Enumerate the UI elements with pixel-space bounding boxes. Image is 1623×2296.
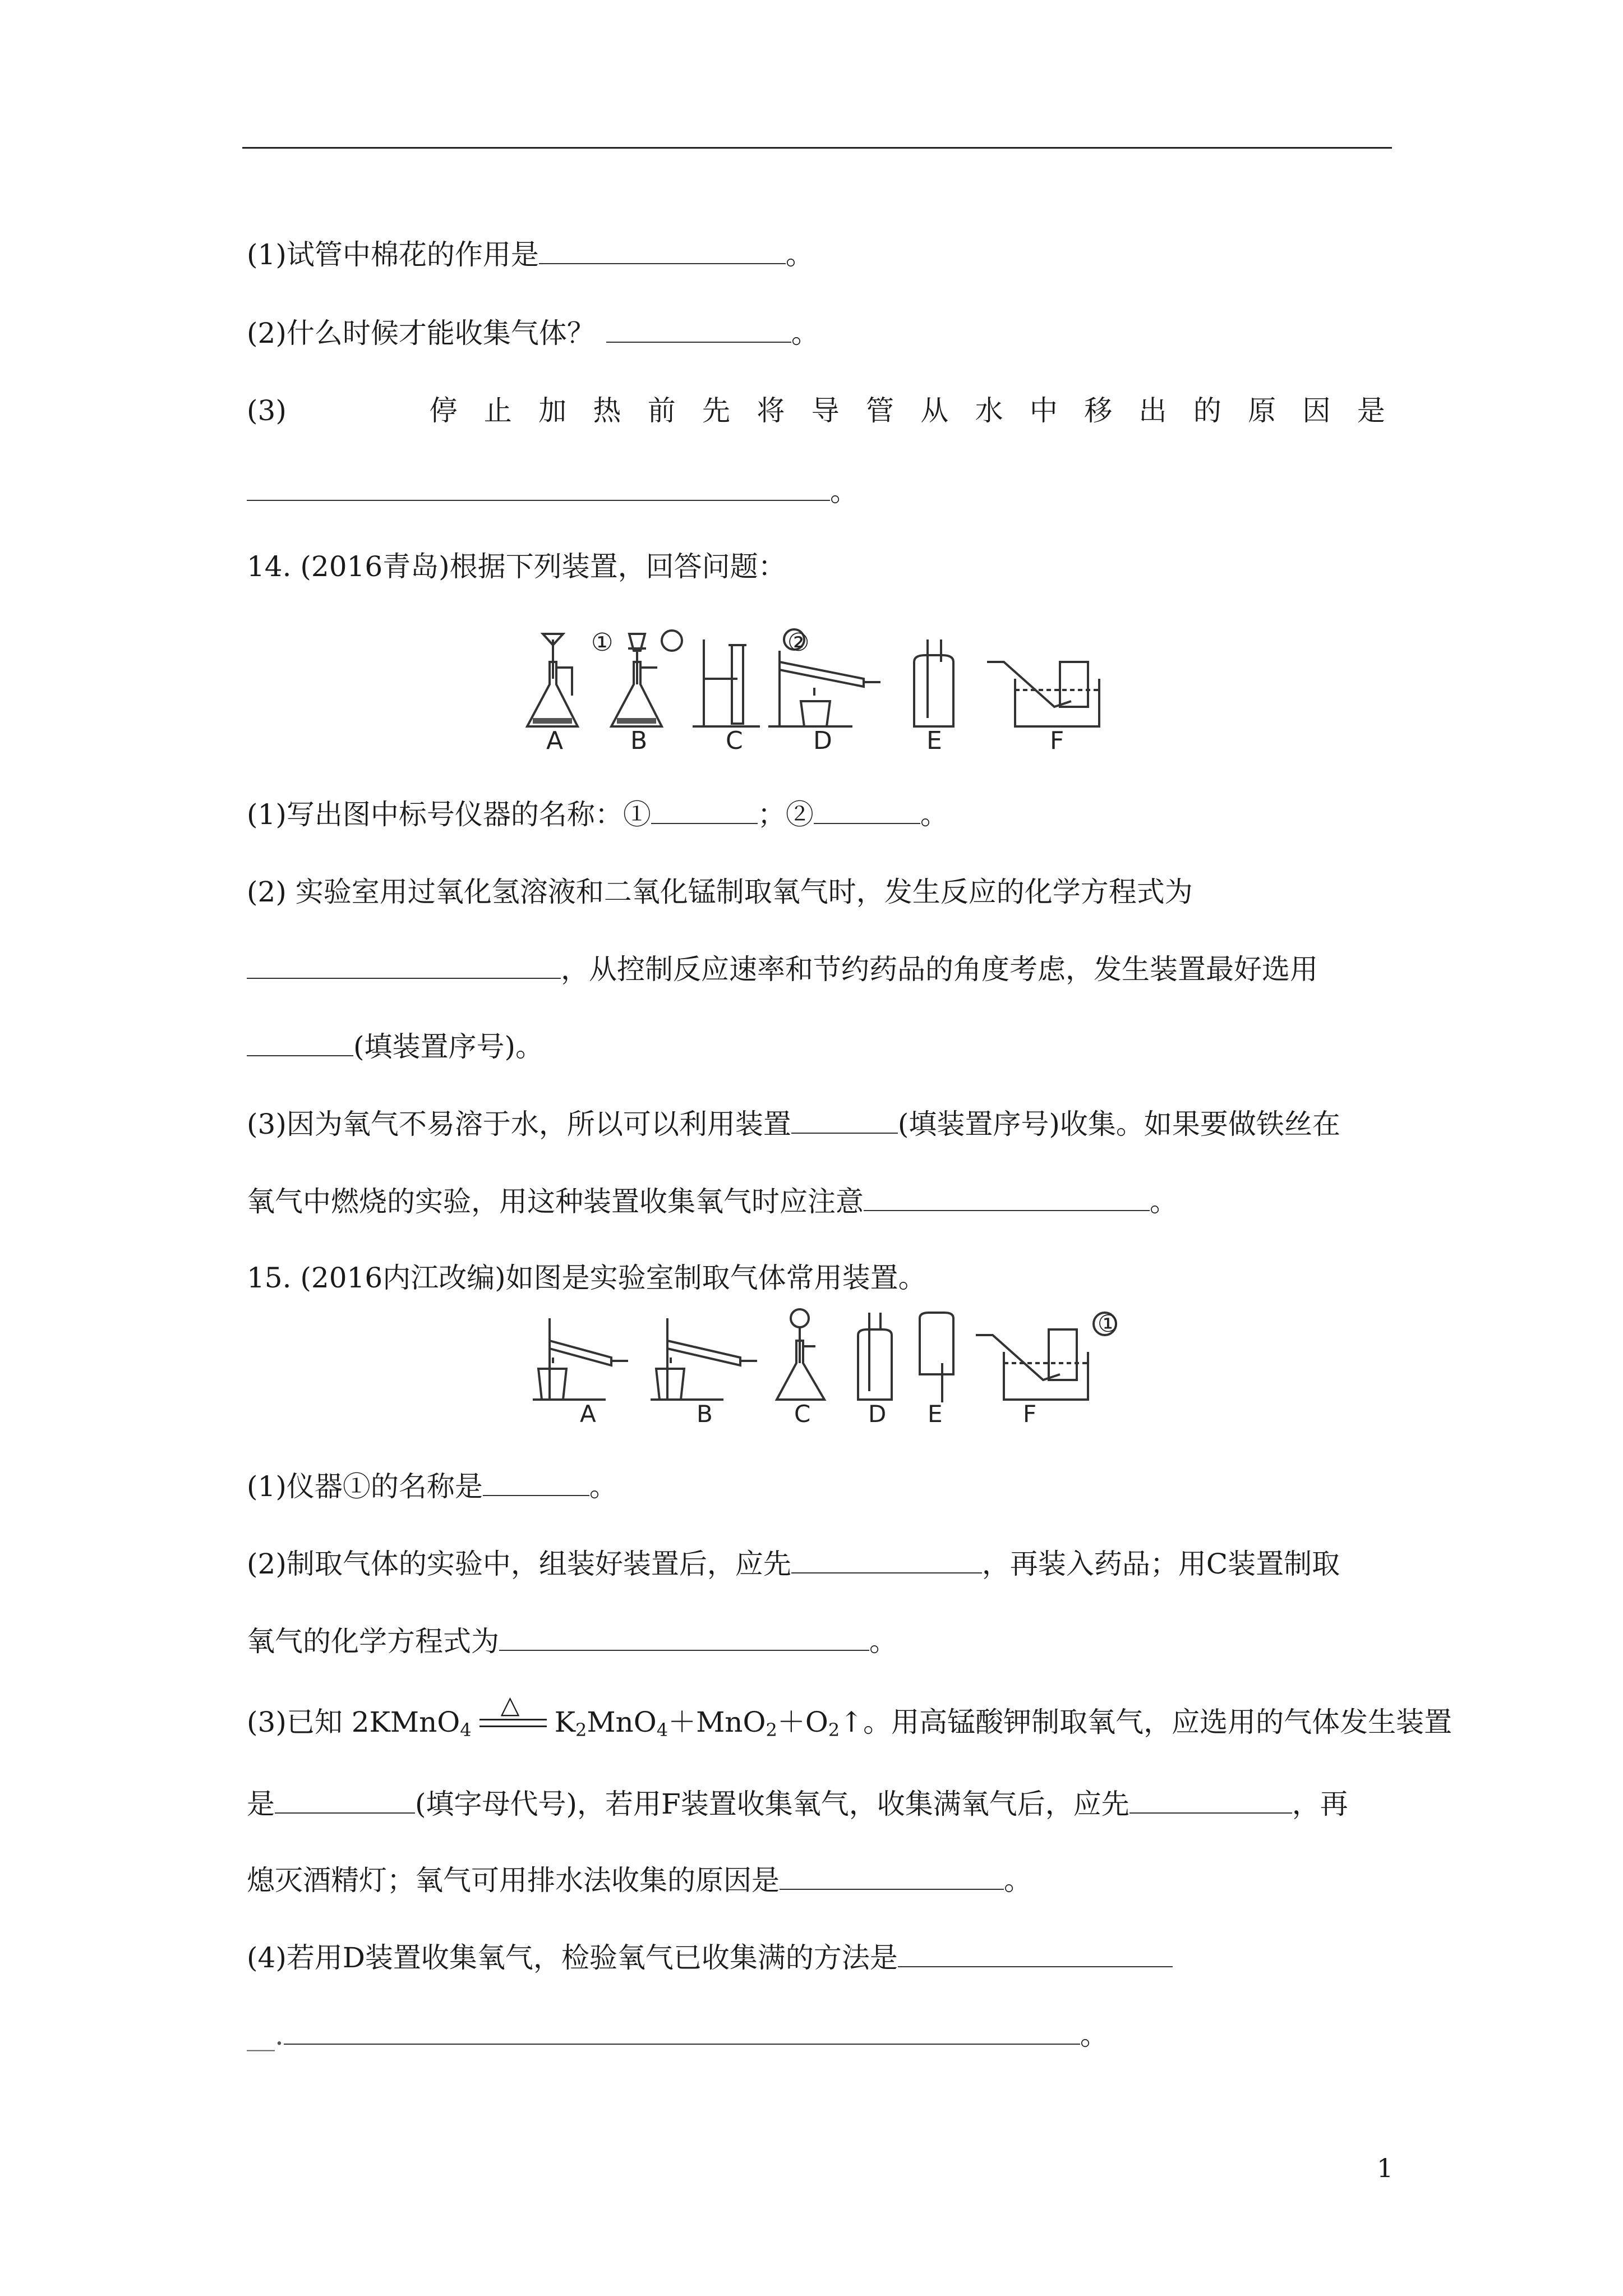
apparatus-c xyxy=(777,1309,824,1400)
apparatus-d xyxy=(858,1313,892,1400)
answer-blank[interactable] xyxy=(1129,1788,1292,1814)
apparatus-d xyxy=(768,629,880,726)
answer-blank[interactable] xyxy=(791,1548,982,1573)
figure-label: A xyxy=(546,726,564,752)
figure-label: B xyxy=(630,726,648,752)
equals-bar-top xyxy=(479,1719,547,1720)
apparatus-f xyxy=(987,662,1099,726)
answer-blank[interactable] xyxy=(499,1625,869,1651)
figure-label: D xyxy=(813,726,832,752)
q14-sub2-line2: ，从控制反应速率和节约药品的角度考虑，发生装置最好选用 xyxy=(247,953,1318,986)
q13-sub1: (1)试管中棉花的作用是 。 xyxy=(247,238,814,271)
q15-sub1: (1)仪器①的名称是 。 xyxy=(247,1470,617,1503)
apparatus-b xyxy=(651,1318,757,1400)
answer-blank[interactable] xyxy=(275,1788,415,1814)
q14-sub3-line1: (3)因为氧气不易溶于水，所以可以利用装置 (填装置序号)收集。如果要做铁丝在 xyxy=(247,1108,1340,1140)
figure-label: F xyxy=(1050,726,1064,752)
answer-blank[interactable] xyxy=(606,317,791,343)
answer-blank[interactable] xyxy=(539,238,786,264)
figure-mark: ① xyxy=(591,628,614,657)
answer-blank[interactable] xyxy=(780,1864,1004,1890)
heat-symbol: △ xyxy=(500,1691,520,1719)
q15-sub2-line1: (2)制取气体的实验中，组装好装置后，应先 ，再装入药品；用C装置制取 xyxy=(247,1548,1340,1580)
q14-sub2-line3: (填装置序号)。 xyxy=(247,1030,543,1064)
q14-sub3-line2: 氧气中燃烧的实验，用这种装置收集氧气时应注意 。 xyxy=(247,1185,1178,1218)
answer-blank[interactable] xyxy=(483,1470,589,1496)
equals-bar-bottom xyxy=(479,1726,547,1727)
page-number: 1 xyxy=(1377,2153,1394,2183)
q13-sub3: (3) 停 止 加 热 前 先 将 导 管 从 水 中 移 出 的 原 因 是 xyxy=(247,394,1385,427)
answer-blank[interactable] xyxy=(247,1030,353,1056)
apparatus-c xyxy=(693,639,760,726)
apparatus-f xyxy=(976,1313,1116,1400)
q13-sub2: (2)什么时候才能收集气体？ 。 xyxy=(247,317,819,349)
apparatus-e xyxy=(920,1313,953,1402)
figure-label: E xyxy=(926,726,942,752)
q14-sub1: (1)写出图中标号仪器的名称：① ；② 。 xyxy=(247,798,948,831)
figure-label: A xyxy=(580,1400,596,1425)
answer-blank[interactable] xyxy=(651,798,758,824)
q15-sub2-line2: 氧气的化学方程式为 。 xyxy=(247,1625,897,1658)
apparatus-a xyxy=(527,634,578,726)
answer-blank[interactable] xyxy=(284,2019,1080,2045)
figure-label: F xyxy=(1023,1400,1037,1425)
apparatus-e xyxy=(914,639,953,726)
answer-blank[interactable] xyxy=(247,475,830,501)
header-rule xyxy=(242,147,1392,149)
answer-blank[interactable] xyxy=(864,1185,1150,1211)
q15-sub3-equation: (3)已知 2KMnO$_4$ △ $K_2MnO_4+MnO_2+O_2↑$。用高锰酸钾制取氧气，应选用的气体发生装置 xyxy=(247,1705,1452,1747)
figure-mark: ① xyxy=(1098,1310,1119,1337)
figure-mark: ② xyxy=(787,628,810,657)
q15-apparatus-figure xyxy=(527,1307,1122,1425)
figure-label: D xyxy=(868,1400,887,1425)
q13-sub3-answer: 。 xyxy=(247,475,858,508)
answer-blank[interactable] xyxy=(898,1941,1173,1967)
q14-stem: 14. (2016青岛)根据下列装置，回答问题： xyxy=(247,550,786,583)
figure-label: B xyxy=(697,1400,713,1425)
q15-sub3-line3: 熄灭酒精灯；氧气可用排水法收集的原因是 。 xyxy=(247,1864,1032,1897)
q15-sub4-answer: __. 。 xyxy=(247,2019,1108,2051)
figure-label: C xyxy=(794,1400,811,1425)
apparatus-b xyxy=(611,631,682,726)
figure-label: E xyxy=(928,1400,943,1425)
q15-stem: 15. (2016内江改编)如图是实验室制取气体常用装置。 xyxy=(247,1262,926,1294)
q15-sub3-line2: 是 (填字母代号)，若用F装置收集氧气，收集满氧气后，应先 ，再 xyxy=(247,1788,1348,1820)
q14-apparatus-figure xyxy=(522,628,1110,752)
reaction-condition xyxy=(479,1691,547,1741)
answer-blank[interactable] xyxy=(814,798,920,824)
answer-blank[interactable] xyxy=(791,1108,898,1134)
apparatus-a xyxy=(533,1318,628,1400)
figure-label: C xyxy=(726,726,743,752)
q14-sub2-line1: (2) 实验室用过氧化氢溶液和二氧化锰制取氧气时，发生反应的化学方程式为 xyxy=(247,876,1193,908)
answer-blank[interactable] xyxy=(247,953,561,979)
q15-sub4: (4)若用D装置收集氧气，检验氧气已收集满的方法是 xyxy=(247,1941,1173,1975)
